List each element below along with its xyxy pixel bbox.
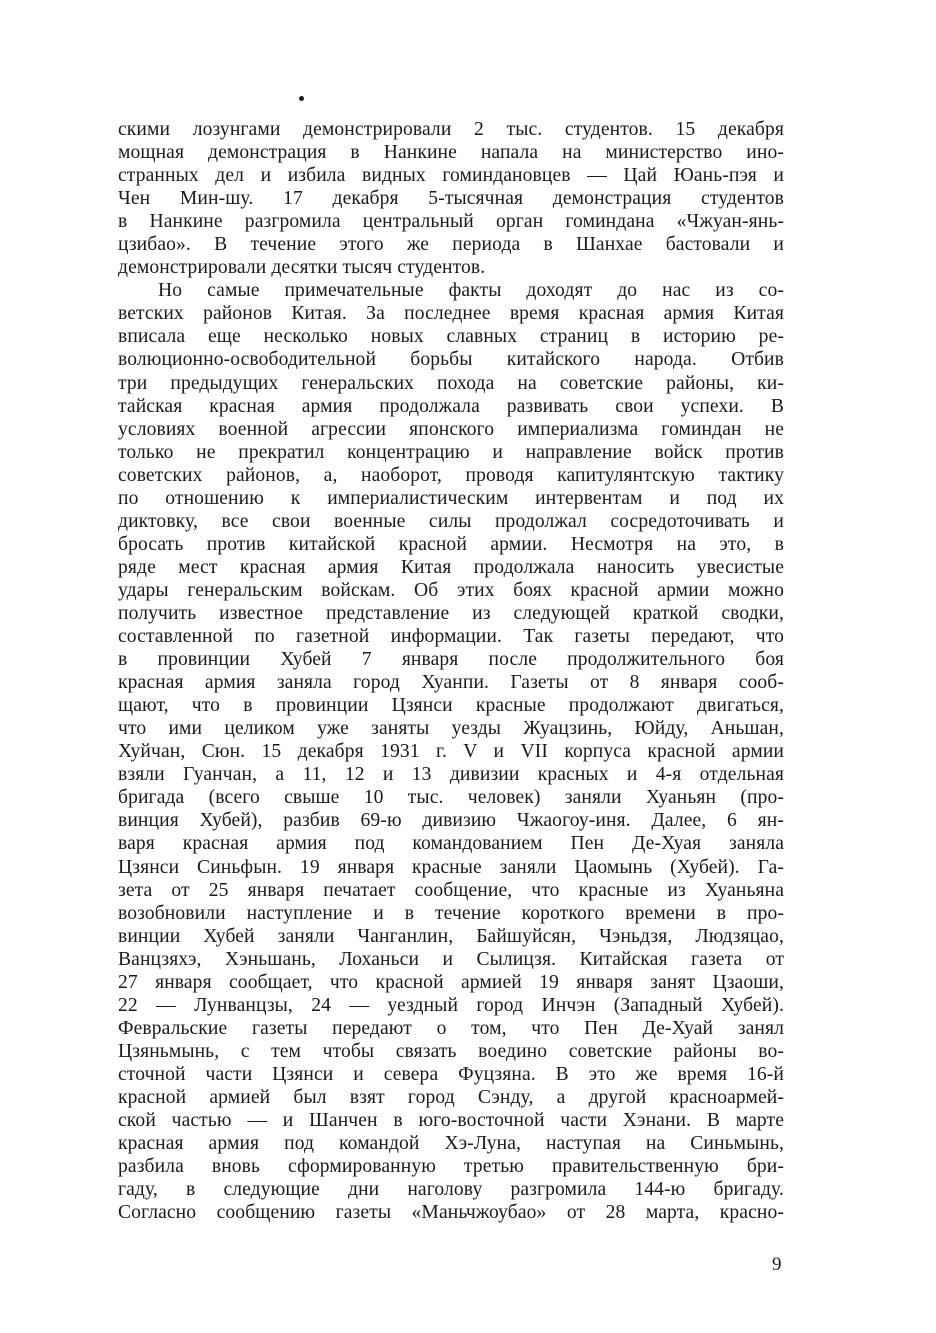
text-line: скими лозунгами демонстрировали 2 тыс. студентов. 15 декабря (118, 119, 784, 140)
text-line: по отношению к империалистическим интервентам и под их (118, 487, 784, 509)
text-line: ской частью — и Шанчен в юго-восточной части Хэнани. В марте (118, 1110, 784, 1132)
text-line: условиях военной агрессии японского империализма гоминдан не (118, 418, 784, 440)
text-line: диктовку, все свои военные силы продолжал сосредоточивать и (118, 510, 784, 532)
text-line: разбила вновь сформированную третью правительственную бри- (118, 1156, 784, 1178)
text-line: бригада (всего свыше 10 тыс. человек) заняли Хуаньян (про- (118, 787, 784, 809)
text-line: Но самые примечательные факты доходят до нас из со- (158, 280, 784, 302)
text-line: винции Хубей заняли Чанганлин, Байшуйсян, Чэньдзя, Людзяцао, (118, 925, 784, 947)
text-line: варя красная армия под командованием Пен Де-Хуая заняла (118, 833, 784, 855)
text-line: красная армия заняла город Хуанпи. Газеты от 8 января сооб- (118, 672, 784, 694)
ink-dot-mark (299, 96, 304, 101)
text-line: в Нанкине разгромила центральный орган гоминдана «Чжуан-янь- (118, 211, 784, 233)
text-line: получить известное представление из следующей краткой сводки, (118, 602, 784, 624)
text-line: три предыдущих генеральских похода на советские районы, ки- (118, 372, 784, 394)
text-line: Цзянси Синьфын. 19 января красные заняли Цаомынь (Хубей). Га- (118, 856, 784, 878)
text-line: вписала еще несколько новых славных страниц в историю ре- (118, 326, 784, 348)
text-line: Чен Мин-шу. 17 декабря 5-тысячная демонстрация студентов (118, 188, 784, 210)
text-line: возобновили наступление и в течение короткого времени в про- (118, 902, 784, 924)
text-line: советских районов, а, наоборот, проводя капитулянтскую тактику (118, 464, 784, 486)
text-line: сточной части Цзянси и севера Фуцзяна. В это же время 16-й (118, 1063, 784, 1085)
text-line: винция Хубей), разбив 69-ю дивизию Чжаогоу-иня. Далее, 6 ян- (118, 810, 784, 832)
text-line: удары генеральским войскам. Об этих боях красной армии можно (118, 579, 784, 601)
text-line: Февральские газеты передают о том, что Пен Де-Хуай занял (118, 1017, 784, 1039)
text-line: Ванцзяхэ, Хэньшань, Лоханьси и Сылицзя. Китайская газета от (118, 948, 784, 970)
text-line: 27 января сообщает, что красной армией 19 января занят Цзаоши, (118, 971, 784, 993)
text-line: ветских районов Китая. За последнее время красная армия Китая (118, 303, 784, 325)
text-line: красной армией был взят город Сэнду, а другой красноармей- (118, 1086, 784, 1108)
text-line: цзибао». В течение этого же периода в Шанхае бастовали и (118, 234, 784, 256)
text-line: ряде мест красная армия Китая продолжала наносить увесистые (118, 556, 784, 578)
text-line: 22 — Лунванцзы, 24 — уездный город Инчэн (Западный Хубей). (118, 994, 784, 1016)
text-line: тайская красная армия продолжала развивать свои успехи. В (118, 395, 784, 417)
text-line: гаду, в следующие дни наголову разгромила 144-ю бригаду. (118, 1179, 784, 1201)
text-line: мощная демонстрация в Нанкине напала на министерство ино- (118, 142, 784, 164)
paragraph-1 (118, 118, 784, 279)
text-line: Согласно сообщению газеты «Маньчжоубао» от 28 марта, красно- (118, 1202, 784, 1224)
paragraph-2 (118, 279, 784, 1224)
text-line: щают, что в провинции Цзянси красные продолжают двигаться, (118, 695, 784, 717)
text-line: взяли Гуанчан, а 11, 12 и 13 дивизии красных и 4-я отдельная (118, 764, 784, 786)
body-text (118, 118, 784, 1224)
page-number: 9 (772, 1254, 782, 1275)
text-line: зета от 25 января печатает сообщение, что красные из Хуаньяна (118, 879, 784, 901)
text-line: только не прекратил концентрацию и направление войск против (118, 441, 784, 463)
text-line: демонстрировали десятки тысяч студентов. (118, 257, 486, 279)
text-line: что ими целиком уже заняты уезды Жуацзинь, Юйду, Аньшан, (118, 718, 784, 740)
text-line: волюционно-освободительной борьбы китайского народа. Отбив (118, 349, 784, 371)
text-line: Хуйчан, Сюн. 15 декабря 1931 г. V и VII корпуса красной армии (118, 741, 784, 763)
text-line: в провинции Хубей 7 января после продолжительного боя (118, 649, 784, 671)
text-line: странных дел и избила видных гоминдановцев — Цай Юань-пэя и (118, 165, 784, 187)
text-line: красная армия под командой Хэ-Луна, наступая на Синьмынь, (118, 1133, 784, 1155)
text-line: бросать против китайской красной армии. Несмотря на это, в (118, 533, 784, 555)
text-line: Цзяньмынь, с тем чтобы связать воедино советские районы во- (118, 1040, 784, 1062)
text-line: составленной по газетной информации. Так газеты передают, что (118, 626, 784, 648)
